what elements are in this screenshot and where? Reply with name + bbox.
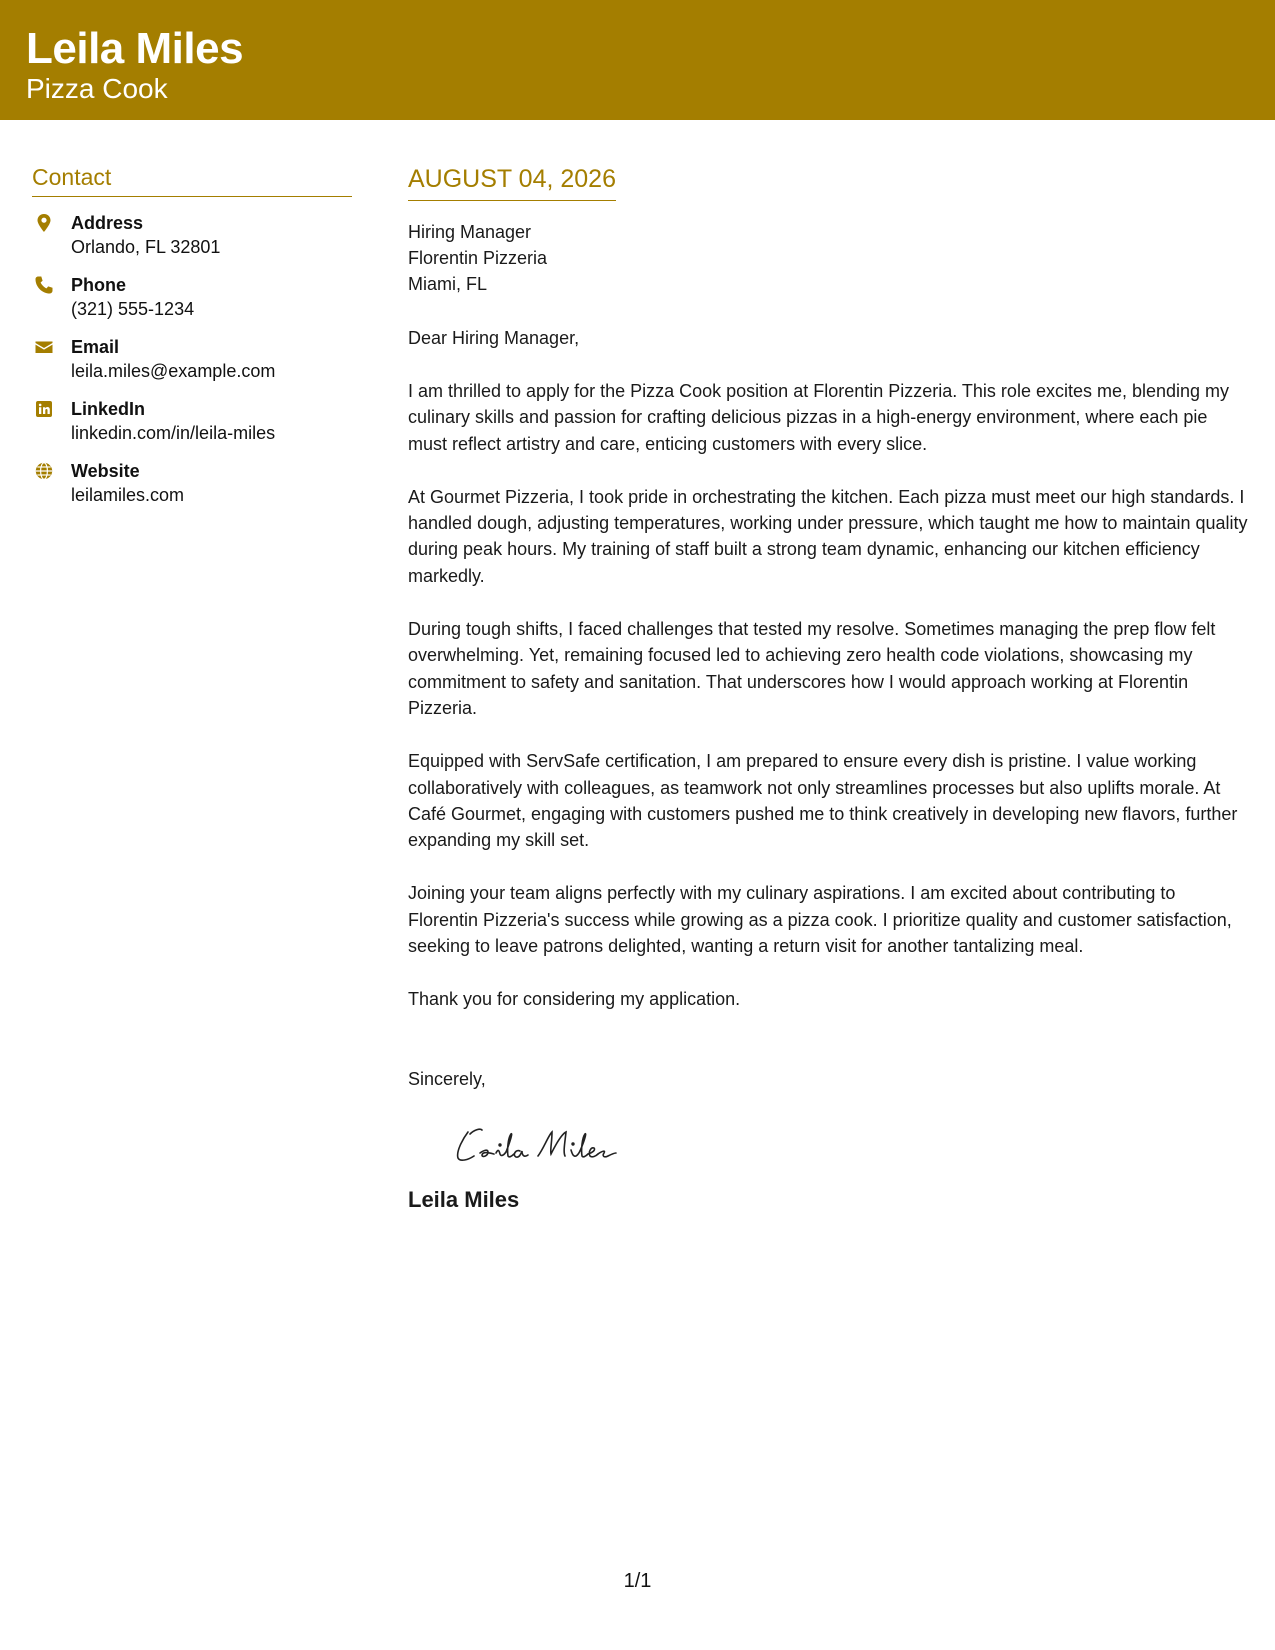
letter-paragraph: Joining your team aligns perfectly with my culinary aspirations. I am excited about contributing to Florentin Pizzeria's success while growing as a pizza cook. I prioritize quality and customer satisfaction, seeking to leave patrons delighted, wanting a return visit for another tantalizing meal. — [408, 883, 1232, 957]
contact-item-address — [32, 211, 352, 259]
recipient-line: Florentin Pizzeria — [408, 248, 548, 268]
letter-paragraph: During tough shifts, I faced challenges that tested my resolve. Sometimes managing the prep flow felt overwhelming. Yet, remaining focused led to achieving zero health code violations, showcasing my commitment to safety and sanitation. That underscores how I would approach working at Florentin Pizzeria. — [408, 619, 1216, 718]
contact-label: LinkedIn — [71, 399, 146, 419]
contact-label: Email — [71, 337, 120, 357]
letter-paragraph: Thank you for considering my application. — [408, 989, 741, 1010]
letter-paragraph: At Gourmet Pizzeria, I took pride in orchestrating the kitchen. Each pizza must meet our high standards. I handled dough, adjusting temperatures, working under pressure, which taught me how to maintain quality during peak hours. My training of staff built a strong team dynamic, enhancing our kitchen efficiency markedly. — [408, 486, 1248, 586]
handwritten-signature — [448, 1120, 638, 1170]
closing: Sincerely, — [408, 1068, 486, 1089]
address-value: Orlando, FL 32801 — [71, 237, 221, 257]
letter-date: AUGUST 04, 2026 — [408, 162, 616, 201]
letter-paragraph: I am thrilled to apply for the Pizza Cook position at Florentin Pizzeria. This role excites me, blending my culinary skills and passion for crafting delicious pizzas in a high-energy environment, where each pie must reflect artistry and care, enticing customers with every slice. — [408, 381, 1230, 454]
phone-value: (321) 555-1234 — [71, 299, 195, 319]
letter-body — [408, 162, 1248, 1214]
signed-name: Leila Miles — [408, 1186, 520, 1212]
contact-sidebar — [32, 162, 352, 507]
contact-section-title: Contact — [32, 162, 352, 197]
map-pin-icon — [34, 213, 54, 233]
contact-item-email — [32, 335, 352, 383]
envelope-icon — [34, 337, 54, 357]
contact-label: Address — [71, 213, 144, 233]
contact-item-linkedin — [32, 397, 352, 445]
header-banner — [0, 0, 1275, 120]
contact-item-phone — [32, 273, 352, 321]
contact-label: Website — [71, 461, 140, 481]
linkedin-icon — [34, 399, 54, 419]
globe-icon — [34, 461, 54, 481]
salutation: Dear Hiring Manager, — [408, 328, 580, 348]
recipient-line: Hiring Manager — [408, 222, 532, 242]
applicant-role: Pizza Cook — [26, 73, 168, 104]
page-number: 1/1 — [623, 1570, 652, 1592]
phone-icon — [34, 275, 54, 295]
letter-paragraph: Equipped with ServSafe certification, I am prepared to ensure every dish is pristine. I value working collaboratively with colleagues, as teamwork not only streamlines processes but also uplifts morale. At Café Gourmet, engaging with customers pushed me to think creatively in developing new flavors, further expanding my skill set. — [408, 751, 1238, 851]
linkedin-value: linkedin.com/in/leila-miles — [71, 423, 276, 443]
recipient-block — [408, 219, 1248, 297]
email-value: leila.miles@example.com — [71, 361, 276, 381]
recipient-line: Miami, FL — [408, 274, 488, 294]
contact-item-website — [32, 459, 352, 507]
website-value: leilamiles.com — [71, 485, 185, 505]
applicant-name: Leila Miles — [26, 24, 244, 73]
contact-label: Phone — [71, 275, 127, 295]
